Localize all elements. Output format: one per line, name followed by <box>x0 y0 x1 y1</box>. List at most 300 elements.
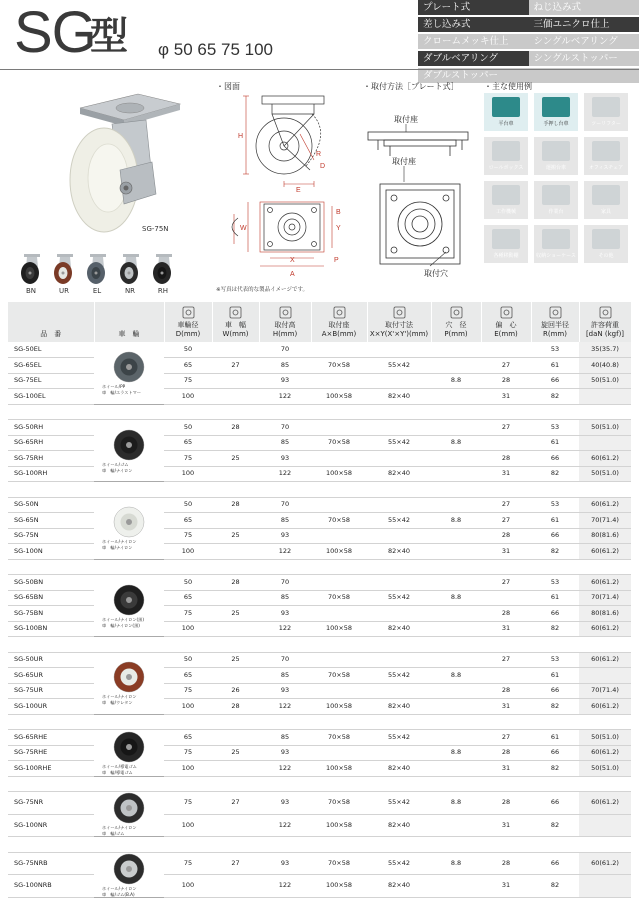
model-number: SG-50EL <box>8 342 94 358</box>
column-title: 旋回半径 <box>541 321 569 329</box>
spec-l: 60(61.2) <box>579 497 631 513</box>
table-row <box>8 792 631 815</box>
wheel-image <box>113 429 145 461</box>
spec-xy <box>367 575 431 591</box>
spec-d: 75 <box>164 852 212 875</box>
category-badge: ダブルベアリング <box>418 51 529 66</box>
spec-p <box>431 730 481 746</box>
variant-caster-image <box>117 253 143 285</box>
table-row <box>8 342 631 358</box>
wheel-tread-material: 車 輪/ナイロン(黒) <box>94 623 164 628</box>
use-case-icon <box>492 97 520 117</box>
wheel-image <box>113 351 145 383</box>
column-header <box>481 302 531 342</box>
use-case-label: 手押し台車 <box>534 120 578 127</box>
use-case-tile <box>534 181 578 219</box>
table-row <box>8 852 631 875</box>
spec-p <box>431 875 481 898</box>
spec-r: 66 <box>531 683 579 699</box>
spec-w <box>212 761 259 777</box>
spec-d: 100 <box>164 814 212 837</box>
model-number: SG-100NRB <box>8 875 94 898</box>
spec-xy <box>367 451 431 467</box>
column-header <box>164 302 212 342</box>
spec-h: 85 <box>259 668 311 684</box>
wheel-cell <box>94 730 164 777</box>
spec-w <box>212 435 259 451</box>
spec-e <box>481 668 531 684</box>
category-row <box>418 51 639 66</box>
spec-l: 60(61.2) <box>579 544 631 560</box>
group-spacer <box>8 776 631 792</box>
model-number: SG-100RHE <box>8 761 94 777</box>
spec-d: 65 <box>164 358 212 374</box>
use-case-label: 運搬台車 <box>534 164 578 171</box>
wheel-image <box>113 584 145 616</box>
column-title: 車 輪 <box>119 330 140 338</box>
spec-r: 82 <box>531 814 579 837</box>
use-case-tile <box>584 137 628 175</box>
model-number: SG-65RH <box>8 435 94 451</box>
spec-h: 85 <box>259 513 311 529</box>
spec-r: 53 <box>531 420 579 436</box>
spec-p <box>431 420 481 436</box>
spec-r: 61 <box>531 358 579 374</box>
column-unit: X×Y(X'×Y')(mm) <box>370 330 428 338</box>
spec-ab: 100×58 <box>311 621 367 637</box>
series-code: SG <box>14 0 96 68</box>
model-number: SG-65RHE <box>8 730 94 746</box>
spec-e: 31 <box>481 814 531 837</box>
spec-xy: 82×40 <box>367 389 431 405</box>
spec-d: 100 <box>164 875 212 898</box>
spec-ab: 100×58 <box>311 544 367 560</box>
model-number: SG-50UR <box>8 652 94 668</box>
spec-w <box>212 513 259 529</box>
spec-r: 82 <box>531 466 579 482</box>
column-unit: R(mm) <box>543 330 567 338</box>
model-number: SG-50BN <box>8 575 94 591</box>
spec-xy: 82×40 <box>367 466 431 482</box>
dim-label-h: H <box>238 133 243 140</box>
spec-xy: 55×42 <box>367 358 431 374</box>
wheel-hub-material: ホイール/ゴム <box>94 462 164 467</box>
spec-ab: 70×58 <box>311 358 367 374</box>
spec-e: 28 <box>481 792 531 815</box>
variant-label: EL <box>84 287 110 295</box>
dimension-icon <box>500 306 513 319</box>
spec-ab <box>311 606 367 622</box>
spec-h: 93 <box>259 373 311 389</box>
spec-e: 31 <box>481 389 531 405</box>
spec-e: 28 <box>481 745 531 761</box>
spec-l <box>579 668 631 684</box>
column-header <box>531 302 579 342</box>
table-row <box>8 497 631 513</box>
spec-e: 31 <box>481 544 531 560</box>
spec-xy: 55×42 <box>367 852 431 875</box>
spec-r: 82 <box>531 761 579 777</box>
spec-h: 70 <box>259 342 311 358</box>
spec-w: 28 <box>212 497 259 513</box>
spec-l: 70(71.4) <box>579 683 631 699</box>
model-number: SG-75RH <box>8 451 94 467</box>
group-spacer <box>8 714 631 730</box>
spec-w: 25 <box>212 745 259 761</box>
spec-l: 50(51.0) <box>579 730 631 746</box>
spec-h: 122 <box>259 761 311 777</box>
spec-xy <box>367 342 431 358</box>
group-spacer <box>8 482 631 498</box>
spec-e: 31 <box>481 875 531 898</box>
spec-r: 53 <box>531 342 579 358</box>
spec-h: 85 <box>259 730 311 746</box>
category-badge: シングルストッパー <box>529 51 639 66</box>
group-spacer <box>8 559 631 575</box>
wheel-cell <box>94 497 164 559</box>
spec-l: 50(51.0) <box>579 373 631 389</box>
use-case-tile <box>584 93 628 131</box>
spec-ab: 100×58 <box>311 875 367 898</box>
category-row <box>418 34 639 49</box>
spec-p <box>431 652 481 668</box>
model-number: SG-65N <box>8 513 94 529</box>
spec-l: 80(81.6) <box>579 606 631 622</box>
variant-thumbnail <box>150 253 176 289</box>
spec-l: 60(61.2) <box>579 451 631 467</box>
spec-e <box>481 590 531 606</box>
category-badge: クロームメッキ仕上 <box>418 34 529 49</box>
column-title: 品 番 <box>40 330 61 338</box>
spec-l <box>579 435 631 451</box>
dimension-icon <box>279 306 292 319</box>
spec-ab <box>311 420 367 436</box>
spec-d: 100 <box>164 466 212 482</box>
spec-xy: 55×42 <box>367 792 431 815</box>
spec-e: 27 <box>481 513 531 529</box>
use-case-tile <box>484 93 528 131</box>
column-title: 取付寸法 <box>385 321 413 329</box>
mounting-drawing <box>364 94 476 280</box>
spec-xy <box>367 373 431 389</box>
spec-r: 82 <box>531 389 579 405</box>
variant-label: RH <box>150 287 176 295</box>
wheel-cell <box>94 575 164 637</box>
spec-ab <box>311 745 367 761</box>
spec-d: 75 <box>164 606 212 622</box>
use-case-icon <box>592 185 620 205</box>
spec-xy: 82×40 <box>367 621 431 637</box>
spec-d: 100 <box>164 699 212 715</box>
column-header <box>8 302 94 342</box>
use-case-icon <box>542 229 570 249</box>
dimension-icon <box>333 306 346 319</box>
spec-r: 66 <box>531 792 579 815</box>
variant-caster-image <box>51 253 77 285</box>
series-suffix: 型 <box>90 12 128 60</box>
use-case-icon <box>592 97 620 117</box>
model-number: SG-100BN <box>8 621 94 637</box>
spec-p: 8.8 <box>431 852 481 875</box>
dim-label-b: B <box>336 209 341 216</box>
wheel-cell <box>94 420 164 482</box>
spec-w <box>212 373 259 389</box>
spec-w: 25 <box>212 451 259 467</box>
spec-d: 75 <box>164 528 212 544</box>
use-case-icon <box>492 185 520 205</box>
spec-w <box>212 814 259 837</box>
spec-w <box>212 590 259 606</box>
spec-w <box>212 342 259 358</box>
spec-p <box>431 814 481 837</box>
table-row <box>8 652 631 668</box>
spec-h: 122 <box>259 621 311 637</box>
use-case-tile <box>534 93 578 131</box>
spec-d: 100 <box>164 761 212 777</box>
spec-xy: 82×40 <box>367 544 431 560</box>
column-unit: A×B(mm) <box>322 330 357 338</box>
spec-l: 40(40.8) <box>579 358 631 374</box>
column-title: 許容荷重 <box>591 321 619 329</box>
category-badge: 差し込み式 <box>418 17 529 32</box>
spec-ab <box>311 652 367 668</box>
column-header <box>259 302 311 342</box>
spec-xy: 55×42 <box>367 590 431 606</box>
spec-w: 27 <box>212 852 259 875</box>
model-number: SG-100UR <box>8 699 94 715</box>
spec-r: 82 <box>531 875 579 898</box>
wheel-tread-material: 車 輪/ウレタン <box>94 700 164 705</box>
spec-p: 8.8 <box>431 435 481 451</box>
spec-l: 70(71.4) <box>579 590 631 606</box>
spec-w: 25 <box>212 606 259 622</box>
use-case-label: 平台車 <box>484 120 528 127</box>
spec-h: 93 <box>259 451 311 467</box>
spec-w <box>212 875 259 898</box>
spec-table <box>8 302 632 898</box>
category-badge: ねじ込み式 <box>529 0 639 15</box>
group-spacer <box>8 837 631 853</box>
spec-p <box>431 342 481 358</box>
use-case-tile <box>584 181 628 219</box>
wheel-hub-material: ホイール/ナイロン <box>94 539 164 544</box>
wheel-hub-material: ホイール/ナイロン(黒) <box>94 617 164 622</box>
model-number: SG-75BN <box>8 606 94 622</box>
dimension-drawing <box>214 94 354 280</box>
mount-label-seat-top: 取付座 <box>394 114 418 124</box>
spec-p: 8.8 <box>431 373 481 389</box>
spec-ab <box>311 373 367 389</box>
spec-w: 28 <box>212 699 259 715</box>
use-case-label: オフィスチェア <box>584 164 628 171</box>
spec-e: 28 <box>481 852 531 875</box>
header-divider <box>0 69 639 70</box>
use-case-icon <box>592 141 620 161</box>
dimension-icon <box>450 306 463 319</box>
use-case-label: 家具 <box>584 208 628 215</box>
use-case-label: その他 <box>584 252 628 259</box>
dimension-icon <box>393 306 406 319</box>
spec-l: 60(61.2) <box>579 852 631 875</box>
spec-xy: 55×42 <box>367 513 431 529</box>
model-number: SG-100NR <box>8 814 94 837</box>
spec-h: 85 <box>259 435 311 451</box>
spec-ab: 70×58 <box>311 435 367 451</box>
use-case-icon <box>542 97 570 117</box>
spec-ab: 100×58 <box>311 466 367 482</box>
use-case-icon <box>542 141 570 161</box>
spec-ab <box>311 497 367 513</box>
column-unit: P(mm) <box>444 330 467 338</box>
spec-l <box>579 875 631 898</box>
series-title <box>8 0 308 70</box>
spec-d: 65 <box>164 730 212 746</box>
spec-h: 70 <box>259 652 311 668</box>
spec-h: 93 <box>259 683 311 699</box>
variant-thumbnail <box>18 253 44 289</box>
spec-r: 61 <box>531 435 579 451</box>
spec-w <box>212 668 259 684</box>
use-case-label: 工作機械 <box>484 208 528 215</box>
spec-h: 85 <box>259 358 311 374</box>
model-number: SG-75N <box>8 528 94 544</box>
spec-p <box>431 466 481 482</box>
spec-l: 60(61.2) <box>579 652 631 668</box>
use-case-icon <box>492 141 520 161</box>
spec-d: 75 <box>164 745 212 761</box>
spec-xy <box>367 420 431 436</box>
spec-d: 65 <box>164 590 212 606</box>
dim-label-d: D <box>320 163 325 170</box>
use-case-tile <box>484 181 528 219</box>
spec-ab: 70×58 <box>311 730 367 746</box>
spec-h: 122 <box>259 814 311 837</box>
dim-label-x: X <box>290 257 295 264</box>
spec-e: 28 <box>481 683 531 699</box>
spec-h: 93 <box>259 745 311 761</box>
model-number: SG-75NR <box>8 792 94 815</box>
spec-e: 31 <box>481 466 531 482</box>
spec-r: 66 <box>531 745 579 761</box>
spec-h: 70 <box>259 420 311 436</box>
spec-ab <box>311 683 367 699</box>
spec-xy: 82×40 <box>367 875 431 898</box>
spec-e <box>481 435 531 451</box>
diagram-heading: ・図面 <box>216 81 240 92</box>
spec-xy: 55×42 <box>367 730 431 746</box>
category-badge: ダブルストッパー <box>418 68 639 83</box>
wheel-hub-material: ホイール/ナイロン <box>94 825 164 830</box>
spec-ab <box>311 575 367 591</box>
column-title: 車 幅 <box>225 321 246 329</box>
wheel-tread-material: 車 輪/ナイロン <box>94 545 164 550</box>
spec-l: 60(61.2) <box>579 792 631 815</box>
column-header <box>431 302 481 342</box>
column-header <box>579 302 631 342</box>
variant-thumbnail <box>84 253 110 289</box>
model-number: SG-75RHE <box>8 745 94 761</box>
spec-e: 31 <box>481 621 531 637</box>
spec-l: 50(51.0) <box>579 466 631 482</box>
dimension-icon <box>229 306 242 319</box>
use-case-icon <box>592 229 620 249</box>
column-unit: E(mm) <box>494 330 518 338</box>
wheel-tread-material: 車 輪/ゴム <box>94 831 164 836</box>
spec-d: 65 <box>164 668 212 684</box>
spec-e: 28 <box>481 606 531 622</box>
spec-d: 100 <box>164 621 212 637</box>
column-header <box>212 302 259 342</box>
spec-e: 27 <box>481 497 531 513</box>
category-badge: プレート式 <box>418 0 529 15</box>
dim-label-e: E <box>296 187 301 194</box>
spec-e: 31 <box>481 761 531 777</box>
variant-caster-image <box>84 253 110 285</box>
wheel-tread-material: 車 輪/導電ゴム <box>94 770 164 775</box>
spec-p: 8.8 <box>431 792 481 815</box>
category-row <box>418 17 639 32</box>
use-case-tile <box>534 137 578 175</box>
spec-p <box>431 528 481 544</box>
use-case-tile <box>584 225 628 263</box>
use-case-tile <box>484 225 528 263</box>
spec-ab <box>311 342 367 358</box>
spec-l <box>579 389 631 405</box>
spec-ab: 70×58 <box>311 513 367 529</box>
wheel-image <box>113 731 145 763</box>
spec-r: 53 <box>531 575 579 591</box>
spec-d: 50 <box>164 342 212 358</box>
dim-label-r: R <box>316 151 321 158</box>
spec-w: 27 <box>212 358 259 374</box>
spec-d: 50 <box>164 652 212 668</box>
mounting-heading: ・取付方法［プレート式］ <box>363 81 459 92</box>
model-number: SG-75UR <box>8 683 94 699</box>
model-number: SG-50N <box>8 497 94 513</box>
wheel-image <box>113 853 145 885</box>
table-row <box>8 420 631 436</box>
spec-e: 31 <box>481 699 531 715</box>
spec-ab: 100×58 <box>311 699 367 715</box>
wheel-tread-material: 車 輪/ゴム(B.A) <box>94 892 164 897</box>
category-badge: 三価ユニクロ仕上 <box>529 17 639 32</box>
use-case-label: ロールボックス <box>484 164 528 171</box>
spec-w <box>212 466 259 482</box>
spec-xy: 82×40 <box>367 814 431 837</box>
spec-ab: 70×58 <box>311 590 367 606</box>
spec-r: 66 <box>531 373 579 389</box>
variant-caster-image <box>150 253 176 285</box>
use-case-icon <box>492 229 520 249</box>
spec-w: 27 <box>212 792 259 815</box>
model-number: SG-75EL <box>8 373 94 389</box>
spec-l: 60(61.2) <box>579 621 631 637</box>
spec-d: 100 <box>164 544 212 560</box>
spec-l: 50(51.0) <box>579 761 631 777</box>
spec-l: 60(61.2) <box>579 575 631 591</box>
spec-xy: 82×40 <box>367 761 431 777</box>
model-number: SG-50RH <box>8 420 94 436</box>
table-row <box>8 730 631 746</box>
spec-ab: 70×58 <box>311 852 367 875</box>
spec-w <box>212 621 259 637</box>
spec-d: 50 <box>164 497 212 513</box>
spec-d: 75 <box>164 792 212 815</box>
spec-w: 28 <box>212 575 259 591</box>
spec-xy: 82×40 <box>367 699 431 715</box>
wheel-image <box>113 661 145 693</box>
spec-w: 28 <box>212 420 259 436</box>
